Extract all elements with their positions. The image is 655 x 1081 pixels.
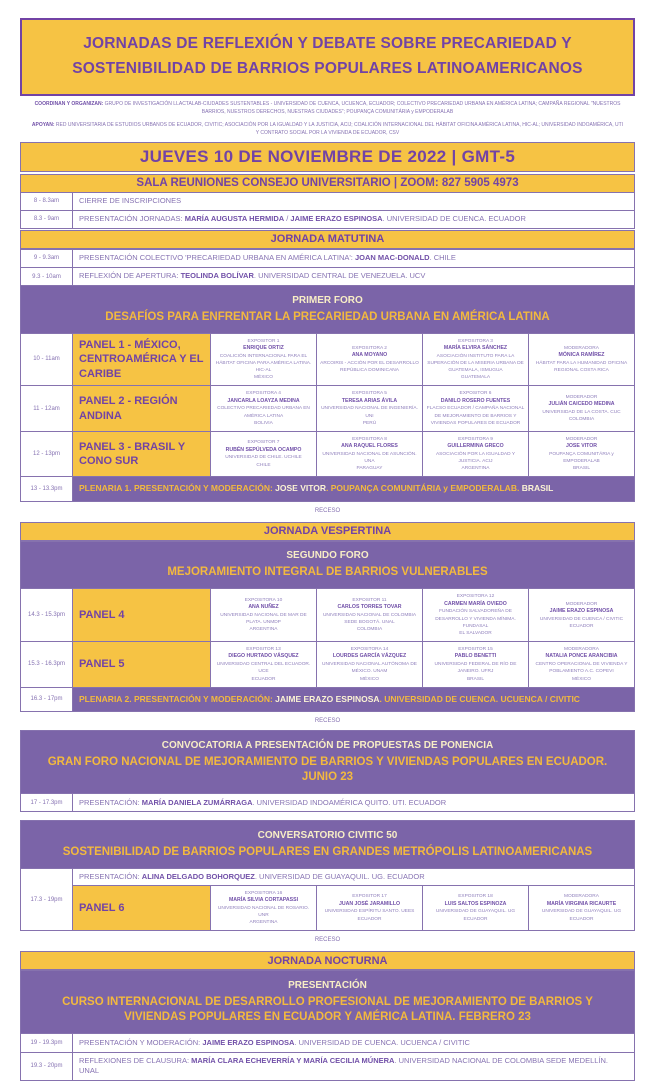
speaker-org: UNIVERSIDAD DE LA COSTA. CUC xyxy=(542,409,621,415)
poster-title-line1: JORNADAS DE REFLEXIÓN Y DEBATE SOBRE PRECARIEDAD Y xyxy=(83,35,572,52)
poster-title xyxy=(20,18,635,96)
speaker-role: MODERADOR xyxy=(565,394,598,400)
panel-right xyxy=(73,869,634,931)
speaker-org: UNIVERSIDAD NACIONAL DE MAR DE PLATA. UNMDP xyxy=(220,613,307,626)
event-label: PLENARIA 1. PRESENTACIÓN Y MODERACIÓN: xyxy=(79,483,276,494)
forum-band xyxy=(20,285,635,334)
time-cell: 19 - 19.3pm xyxy=(21,1034,73,1051)
forum-band-line: SEGUNDO FORO xyxy=(286,550,369,562)
speaker-country: MÉXICO xyxy=(254,375,273,381)
speaker-role: EXPOSITOR 1 xyxy=(247,338,280,344)
panel-right xyxy=(73,334,634,386)
speaker-name: DIEGO HURTADO VÁSQUEZ xyxy=(228,653,299,660)
speaker-name: ENRIQUE ORTIZ xyxy=(243,344,284,351)
speaker-org: FLACSO ECUADOR / CAMPAÑA NACIONAL DE MEJORAMIENTO DE BARRIOS Y VIVIENDAS POPULARES DE ECUADOR xyxy=(426,406,525,426)
speaker-org: UNIVERSIDAD ESPÍRITU SANTO. UEES xyxy=(324,909,415,915)
speaker-cell xyxy=(211,886,317,931)
speaker-name: PABLO BENETTI xyxy=(454,653,497,660)
time-cell: 19.3 - 20pm xyxy=(21,1053,73,1080)
schedule-row xyxy=(20,1052,635,1081)
event-label: PRESENTACIÓN Y MODERACIÓN: xyxy=(79,1037,203,1047)
event-label: . UNIVERSIDAD DE CUENCA. UCUENCA / CIVITIC xyxy=(379,693,580,704)
organizers-label: COORDINAN Y ORGANIZAN: xyxy=(34,100,104,107)
panel-body xyxy=(73,589,634,641)
speaker-org: UNIVERSIDAD FEDERAL DE RÍO DE JANEIRO. UFRJ xyxy=(434,662,517,675)
speaker-country: COLOMBIA xyxy=(568,417,595,423)
event-label: PRESENTACIÓN: xyxy=(79,872,142,882)
speaker-name: JOSE VITOR xyxy=(565,443,598,450)
session-band: JORNADA NOCTURNA xyxy=(20,951,635,970)
forum-band-line: PRESENTACIÓN xyxy=(288,979,367,991)
speaker-country: EL SALVADOR xyxy=(459,630,492,636)
speaker-name: CARMEN MARÍA OVIEDO xyxy=(444,600,507,607)
speaker-name: LOURDES GARCÍA VÁZQUEZ xyxy=(332,653,407,660)
time-cell: 13 - 13.3pm xyxy=(21,477,73,500)
event-label: PRESENTACIÓN JORNADAS: xyxy=(79,214,185,224)
speaker-country: CHILE xyxy=(256,462,271,468)
speaker-country: MÉXICO xyxy=(572,676,591,682)
speaker-name: JANCARLA LOAYZA MEDINA xyxy=(227,397,300,404)
panel-body xyxy=(73,642,634,687)
event-label: . UNIVERSIDAD NACIONAL DE COLOMBIA SEDE MEDELLÍN. UNAL xyxy=(79,1056,608,1076)
schedule-row xyxy=(20,1033,635,1052)
time-cell: 17 - 17.3pm xyxy=(21,794,73,811)
receso-label: RECESO xyxy=(314,937,341,944)
panel-row xyxy=(20,431,635,478)
plenary-row xyxy=(20,476,635,501)
speaker-cell xyxy=(529,642,634,687)
speaker-country: GUATEMALA xyxy=(460,375,491,381)
panel-name-cell: PANEL 2 - REGIÓN ANDINA xyxy=(73,386,211,431)
person-name: MARÍA CLARA ECHEVERRÍA Y MARÍA CECILIA MÚNERA xyxy=(191,1056,395,1066)
speaker-country: ECUADOR xyxy=(251,676,276,682)
speaker-country: PARAGUAY xyxy=(356,466,383,472)
time-cell: 16.3 - 17pm xyxy=(21,688,73,711)
speaker-org: ARCOIRIS - ACCIÓN POR EL DESARROLLO xyxy=(320,360,419,366)
panel-right xyxy=(73,386,634,431)
speaker-country: ARGENTINA xyxy=(461,466,490,472)
speaker-country: BRASIL xyxy=(466,676,485,682)
speaker-cell xyxy=(211,642,317,687)
speaker-name: ANA RAQUEL FLORES xyxy=(341,443,398,450)
speaker-cell xyxy=(423,432,529,477)
person-name: MARÍA DANIELA ZUMÁRRAGA xyxy=(141,797,253,807)
speaker-cell xyxy=(423,642,529,687)
speaker-role: EXPOSITORA 12 xyxy=(456,594,495,600)
speaker-cell xyxy=(317,589,423,641)
speaker-role: EXPOSITOR 15 xyxy=(458,647,493,653)
forum-band-line: CONVERSATORIO CIVITIC 50 xyxy=(257,829,398,841)
panel-body xyxy=(73,334,634,386)
speaker-country: ECUADOR xyxy=(463,916,488,922)
speaker-cell xyxy=(317,334,423,386)
time-cell: 8.3 - 9am xyxy=(21,211,73,228)
speaker-country: BRASIL xyxy=(572,466,591,472)
speaker-country: ECUADOR xyxy=(569,916,594,922)
event-text xyxy=(73,794,634,811)
time-cell: 14.3 - 15.3pm xyxy=(21,589,73,641)
room-band: SALA REUNIONES CONSEJO UNIVERSITARIO | ZOOM: 827 5905 4973 xyxy=(20,174,635,193)
speaker-cell xyxy=(211,386,317,431)
event-text xyxy=(73,477,634,500)
speaker-role: EXPOSITOR 13 xyxy=(246,647,281,653)
speaker-country: ECUADOR xyxy=(357,916,382,922)
speaker-name: JULIÁN CAICEDO MEDINA xyxy=(548,401,615,408)
person-name: JOSE VITOR xyxy=(275,483,327,494)
event-text xyxy=(73,1034,634,1051)
speaker-name: RUBÉN SEPÚLVEDA OCAMPO xyxy=(225,446,302,453)
speaker-name: DANILO ROSERO FUENTES xyxy=(440,397,511,404)
speaker-country: COLOMBIA xyxy=(356,627,383,633)
panel-row xyxy=(20,641,635,688)
schedule-row xyxy=(20,793,635,812)
time-cell: 12 - 13pm xyxy=(21,432,73,477)
speaker-org: UNIVERSIDAD DE GUAYAQUIL. UG xyxy=(541,909,622,915)
person-name: JAIME ERAZO ESPINOSA xyxy=(275,693,380,704)
speaker-cell xyxy=(317,886,423,931)
speaker-country: PERÚ xyxy=(362,420,377,426)
poster-page xyxy=(20,0,635,1081)
poster-title-line2: SOSTENIBILIDAD DE BARRIOS POPULARES LATINOAMERICANOS xyxy=(72,59,583,77)
panel-row xyxy=(20,385,635,432)
event-label: . UNIVERSIDAD INDOAMÉRICA QUITO. UTI. ECUADOR xyxy=(252,797,447,807)
forum-band-line: CONVOCATORIA A PRESENTACIÓN DE PROPUESTAS DE PONENCIA xyxy=(161,739,494,751)
supporters-label: APOYAN: xyxy=(31,121,55,128)
speaker-cell xyxy=(317,432,423,477)
speaker-org: UNIVERSIDAD NACIONAL DE COLOMBIA SEDE BOGOTÁ. UNAL xyxy=(322,613,417,626)
person-name: JOAN MAC-DONALD xyxy=(354,253,430,263)
event-text xyxy=(73,268,634,285)
speaker-org: FUNDACIÓN SALVADOREÑA DE DESARROLLO Y VIVIENDA MÍNIMA. FUNDASAL xyxy=(435,609,516,629)
schedule-table xyxy=(20,142,635,1081)
speaker-role: EXPOSITOR 11 xyxy=(352,598,387,604)
speaker-role: EXPOSITORA 3 xyxy=(458,338,493,344)
event-label: . UNIVERSIDAD CENTRAL DE VENEZUELA. UCV xyxy=(253,271,426,281)
speaker-org: COALICIÓN INTERNACIONAL PARA EL HÁBITAT OFICINA PARA AMÉRICA LATINA. HIC-AL xyxy=(215,353,312,373)
session-band: JORNADA MATUTINA xyxy=(20,230,635,249)
time-cell: 11 - 12am xyxy=(21,386,73,431)
speaker-name: ANA NUÑEZ xyxy=(248,604,279,611)
panel-name-cell: PANEL 1 - MÉXICO, CENTROAMÉRICA Y EL CARIBE xyxy=(73,334,211,386)
event-text xyxy=(73,250,634,267)
forum-band-line: GRAN FORO NACIONAL DE MEJORAMIENTO DE BARRIOS Y VIVIENDAS POPULARES EN ECUADOR. JUNIO 23 xyxy=(47,755,608,784)
forum-band xyxy=(20,820,635,869)
speaker-org: UNIVERSIDAD NACIONAL AUTÓNOMA DE MÉXICO. UNAM xyxy=(322,662,417,675)
speaker-cell xyxy=(529,886,634,931)
speaker-role: EXPOSITORA 10 xyxy=(244,598,283,604)
time-cell: 10 - 11am xyxy=(21,334,73,386)
speaker-role: MODERADORA xyxy=(564,647,599,653)
speaker-org: COLECTIVO PRECARIEDAD URBANA EN AMÉRICA LATINA xyxy=(217,406,310,419)
panel-name-cell: PANEL 3 - BRASIL Y CONO SUR xyxy=(73,432,211,477)
event-label: PLENARIA 2. PRESENTACIÓN Y MODERACIÓN: xyxy=(79,693,276,704)
speaker-name: MARÍA SILVIA CORTAPASSI xyxy=(228,897,299,904)
speaker-name: ANA MOYANO xyxy=(351,351,388,358)
event-text xyxy=(73,1053,634,1080)
speaker-role: MODERADOR xyxy=(565,601,598,607)
person-name: TEOLINDA BOLÍVAR xyxy=(180,271,254,281)
panel-body xyxy=(73,886,634,931)
speaker-cell xyxy=(211,589,317,641)
speaker-org: UNIVERSIDAD CENTRAL DEL ECUADOR. UCE xyxy=(216,662,311,675)
time-cell: 17.3 - 19pm xyxy=(21,869,73,931)
speaker-country: MÉXICO xyxy=(360,676,379,682)
forum-band-line: PRIMER FORO xyxy=(292,294,363,306)
panel-name-cell: PANEL 6 xyxy=(73,886,211,931)
speaker-cell xyxy=(211,334,317,386)
receso-label: RECESO xyxy=(314,507,341,514)
speaker-org: UNIVERSIDAD NACIONAL DE INGENIERÍA. UNI xyxy=(321,406,418,419)
speaker-role: EXPOSITOR 6 xyxy=(459,391,492,397)
person-name: BRASIL xyxy=(521,483,554,494)
speaker-org: ASOCIACIÓN POR LA IGUALDAD Y JUSTICIA. ACIJ xyxy=(435,451,516,465)
time-cell: 9.3 - 10am xyxy=(21,268,73,285)
event-text xyxy=(73,193,634,210)
speaker-org: ASOCIACIÓN INSTITUTO PARA LA SUPERACIÓN DE LA MISERIA URBANA DE GUATEMALA, ISMUGUA xyxy=(427,353,524,373)
forum-band-line: CURSO INTERNACIONAL DE DESARROLLO PROFESIONAL DE MEJORAMIENTO DE BARRIOS Y VIVIENDAS POPULARES EN ECUADOR Y AMÉRICA LATINA. FEBRERO 23 xyxy=(62,995,593,1024)
panel-body xyxy=(73,386,634,431)
event-text xyxy=(73,211,634,228)
speaker-country: BOLIVIA xyxy=(254,420,273,426)
panel-row xyxy=(20,588,635,642)
schedule-row xyxy=(20,249,635,268)
speaker-country: ARGENTINA xyxy=(249,627,278,633)
speaker-org: HÁBITAT PARA LA HUMANIDAD OFICINA REGIONAL COSTA RICA xyxy=(535,360,628,373)
forum-band-line: MEJORAMIENTO INTEGRAL DE BARRIOS VULNERABLES xyxy=(167,566,488,579)
speaker-country: ARGENTINA xyxy=(249,920,278,926)
speaker-org: CENTRO OPERACIONAL DE VIVIENDA Y POBLAMIENTO A.C. COPEVI xyxy=(535,662,628,675)
speaker-name: CARLOS TORRES TOVAR xyxy=(337,604,402,611)
event-label: . UNIVERSIDAD DE CUENCA. UCUENCA / CIVITIC xyxy=(294,1037,470,1047)
speaker-org: UNIVERSIDAD NACIONAL DE ASUNCIÓN. UNA xyxy=(322,451,417,465)
event-label: PRESENTACIÓN: xyxy=(79,797,142,807)
speaker-name: JUAN JOSÉ JARAMILLO xyxy=(338,900,401,907)
speaker-role: MODERADORA xyxy=(564,894,599,900)
speaker-cell xyxy=(317,386,423,431)
organizers-note xyxy=(30,100,625,117)
panel-body xyxy=(73,432,634,477)
panel-intro-text xyxy=(73,869,634,886)
forum-band xyxy=(20,730,635,794)
speaker-cell xyxy=(423,589,529,641)
speaker-cell xyxy=(423,886,529,931)
speaker-country: REPÚBLICA DOMINICANA xyxy=(340,367,399,373)
speaker-name: MARÍA ELVIRA SÁNCHEZ xyxy=(443,344,508,351)
speaker-name: GUILLERMINA GRECO xyxy=(447,443,504,450)
panel-right xyxy=(73,589,634,641)
forum-band-line: SOSTENIBILIDAD DE BARRIOS POPULARES EN GRANDES METRÓPOLIS LATINOAMERICANAS xyxy=(62,845,593,858)
speaker-role: MODERADORA xyxy=(564,345,599,351)
speaker-cell xyxy=(317,642,423,687)
time-cell: 15.3 - 16.3pm xyxy=(21,642,73,687)
panel-row xyxy=(20,333,635,387)
time-cell: 9 - 9.3am xyxy=(21,250,73,267)
speaker-cell xyxy=(529,334,634,386)
speaker-role: EXPOSITOR 17 xyxy=(352,894,387,900)
person-name: JAIME ERAZO ESPINOSA xyxy=(202,1037,295,1047)
event-label: REFLEXIÓN DE APERTURA: xyxy=(79,271,181,281)
speaker-cell xyxy=(529,432,634,477)
time-cell: 8 - 8.3am xyxy=(21,193,73,210)
speaker-role: EXPOSITOR 18 xyxy=(458,894,493,900)
speaker-org: UNIVERSIDAD DE GUAYAQUIL. UG xyxy=(435,909,516,915)
person-name: MARÍA AUGUSTA HERMIDA xyxy=(184,214,285,224)
panel-row xyxy=(20,868,635,932)
schedule-row xyxy=(20,210,635,229)
event-label: . CHILE xyxy=(429,253,456,263)
supporters-note xyxy=(30,121,625,138)
speaker-org: UNIVERSIDAD DE CHILE. UCHILE xyxy=(225,455,302,461)
speaker-role: EXPOSITORA 2 xyxy=(352,345,387,351)
speaker-role: EXPOSITORA 5 xyxy=(352,391,387,397)
event-label: REFLEXIONES DE CLAUSURA: xyxy=(79,1056,192,1066)
person-name: JAIME ERAZO ESPINOSA xyxy=(290,214,383,224)
event-label: . UNIVERSIDAD DE CUENCA. ECUADOR xyxy=(382,214,526,224)
speaker-cell xyxy=(211,432,317,477)
receso-label: RECESO xyxy=(314,718,341,725)
speaker-role: EXPOSITORA 9 xyxy=(458,436,493,442)
event-label: / xyxy=(284,214,291,224)
speaker-org: UNIVERSIDAD DE CUENCA / CIVITIC xyxy=(539,616,624,622)
event-text xyxy=(73,688,634,711)
person-name: ALINA DELGADO BOHORQUEZ xyxy=(141,872,255,882)
speaker-cell xyxy=(529,386,634,431)
date-band: JUEVES 10 DE NOVIEMBRE DE 2022 | GMT-5 xyxy=(20,142,635,172)
plenary-row xyxy=(20,687,635,712)
speaker-country: ECUADOR xyxy=(569,623,594,629)
speaker-cell xyxy=(423,386,529,431)
speaker-role: EXPOSITOR 7 xyxy=(247,440,280,446)
speaker-org: UNIVERSIDAD NACIONAL DE ROSARIO. UNR xyxy=(217,905,310,919)
schedule-row xyxy=(20,267,635,286)
speaker-name: MÓNICA RAMÍREZ xyxy=(558,351,605,358)
event-label: CIERRE DE INSCRIPCIONES xyxy=(79,196,182,206)
speaker-name: MARÍA VIRGINIA RICAURTE xyxy=(546,900,617,907)
event-label: . POUPANÇA COMUNITÁRIA y EMPODERALAB. xyxy=(326,483,522,494)
speaker-cell xyxy=(529,589,634,641)
speaker-name: TERESA ARIAS ÁVILA xyxy=(341,397,398,404)
speaker-role: EXPOSITORA 16 xyxy=(244,890,283,896)
speaker-role: EXPOSITORA 4 xyxy=(246,391,281,397)
speaker-role: MODERADOR xyxy=(565,436,598,442)
forum-band xyxy=(20,541,635,590)
supporters-text: RED UNIVERSITARIA DE ESTUDIOS URBANOS DE ECUADOR, CIVITIC; ASOCIACIÓN POR LA IGUALDAD Y LA JUSTICIA, ACIJ; COALICIÓN INTERNACIONAL DEL HÁBITAT OFICINA AMÉRICA LATINA, HIC-AL; UNIVERSIDAD INDOAMÉRICA, UTI Y CONTRATO SOCIAL POR LA VIVIENDA DE ECUADOR, CSV xyxy=(54,121,624,137)
forum-band xyxy=(20,970,635,1034)
speaker-role: EXPOSITORA 8 xyxy=(352,436,387,442)
speaker-org: POUPANÇA COMUNITÁRIA y EMPODERALAB xyxy=(549,451,614,465)
speaker-cell xyxy=(423,334,529,386)
session-band: JORNADA VESPERTINA xyxy=(20,522,635,541)
panel-name-cell: PANEL 5 xyxy=(73,642,211,687)
panel-right xyxy=(73,642,634,687)
speaker-name: LUIS SALTOS ESPINOZA xyxy=(444,900,507,907)
speaker-name: NATALIA PONCE ARANCIBIA xyxy=(545,653,618,660)
schedule-row xyxy=(20,192,635,211)
organizers-text: GRUPO DE INVESTIGACIÓN LLACTALAB-CIUDADES SUSTENTABLES - UNIVERSIDAD DE CUENCA, UCUENCA, ECUADOR; COLECTIVO PRECARIEDAD URBANA EN AMÉRICA LATINA; CAMPAÑA REGIONAL "NUESTROS BARRIOS, NUESTROS DERECHOS, NUESTRAS CIUDADES"; POUPANÇA COMUNITÁRIA y EMPODERALAB xyxy=(103,100,621,116)
panel-name-cell: PANEL 4 xyxy=(73,589,211,641)
speaker-name: JAIME ERAZO ESPINOSA xyxy=(549,607,614,614)
event-label: . UNIVERSIDAD DE GUAYAQUIL. UG. ECUADOR xyxy=(254,872,425,882)
event-label: PRESENTACIÓN COLECTIVO 'PRECARIEDAD URBANA EN AMÉRICA LATINA': xyxy=(79,253,355,263)
forum-band-line: DESAFÍOS PARA ENFRENTAR LA PRECARIEDAD URBANA EN AMÉRICA LATINA xyxy=(105,310,550,323)
speaker-role: EXPOSITORA 14 xyxy=(350,647,389,653)
panel-right xyxy=(73,432,634,477)
